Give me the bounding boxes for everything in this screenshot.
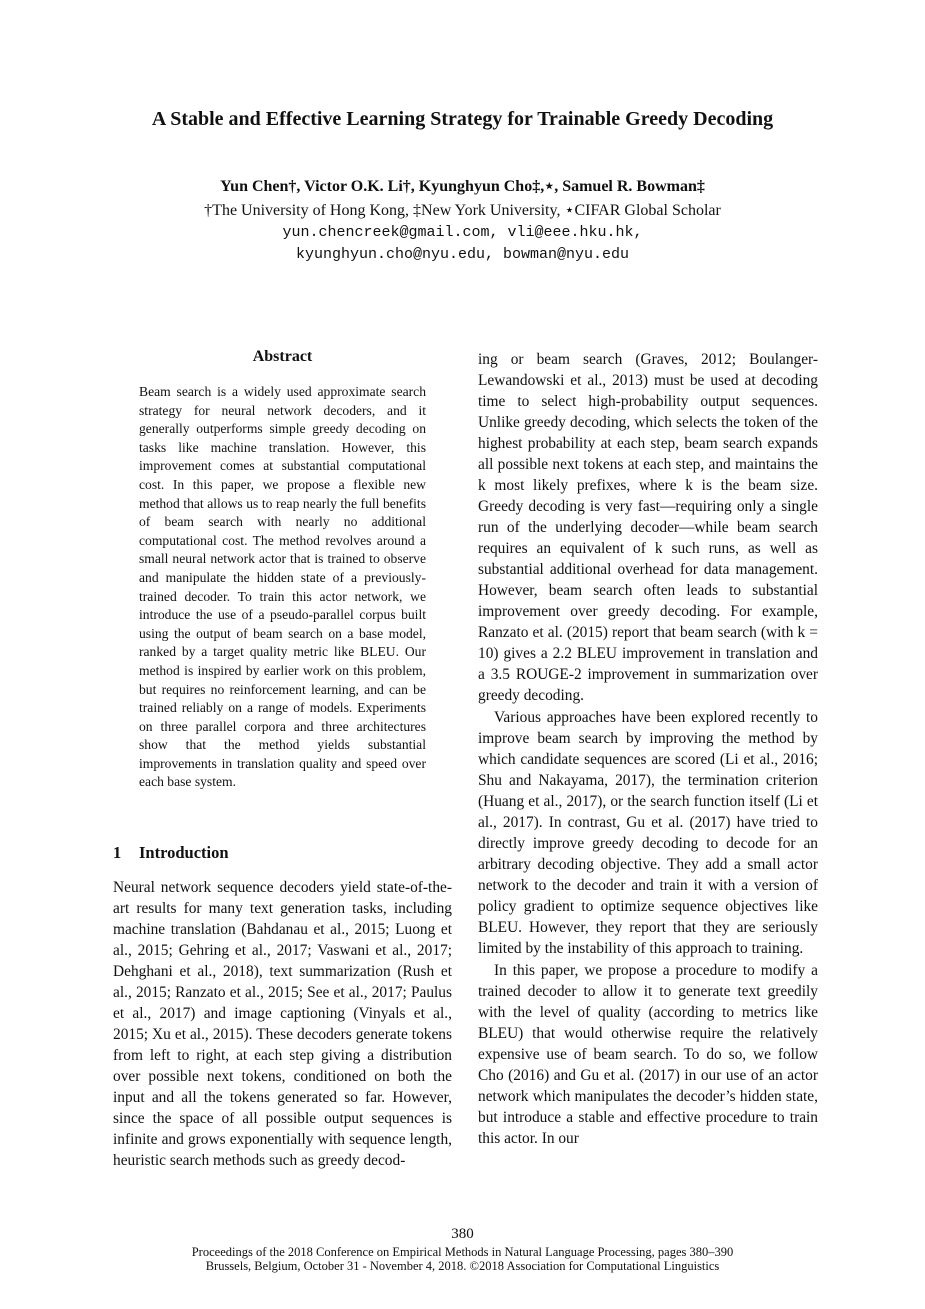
intro-left-column: [113, 877, 452, 1171]
email-line-2: kyunghyun.cho@nyu.edu, bowman@nyu.edu: [295, 246, 630, 263]
venue-line: Brussels, Belgium, October 31 - November 4, 2018. ©2018 Association for Computational Linguistics: [205, 1259, 720, 1273]
abstract-heading: Abstract: [252, 348, 313, 365]
paper-title: A Stable and Effective Learning Strategy for Trainable Greedy Decoding: [151, 108, 774, 130]
section-title: Introduction: [139, 843, 229, 862]
page-number: 380: [451, 1226, 474, 1242]
affiliations: †The University of Hong Kong, ‡New York University, ⋆CIFAR Global Scholar: [204, 202, 721, 219]
section-heading: [113, 843, 229, 863]
intro-paragraph: In this paper, we propose a procedure to modify a trained decoder to allow it to generate text greedily with the level of quality (according to metrics like BLEU) that would otherwise require the relatively expensive use of beam search. To do so, we follow Cho (2016) and Gu et al. (2017) in our use of an actor network which manipulates the decoder’s hidden state, but introduce a stable and effective procedure to train this actor. In our: [478, 962, 818, 1147]
intro-paragraph: Various approaches have been explored recently to improve beam search by improving the method by which candidate sequences are scored (Li et al., 2016; Shu and Nakayama, 2017), the termination criterion (Huang et al., 2017), or the search function itself (Li et al., 2017). In contrast, Gu et al. (2017) have tried to directly improve greedy decoding to decode for an arbitrary decoding objective. They add a small actor network to the decoder and train it with a version of policy gradient to optimize sequence objectives like BLEU. However, they report that they are seriously limited by the instability of this approach to training.: [478, 709, 818, 957]
intro-paragraph: Neural network sequence decoders yield state-of-the-art results for many text generation tasks, including machine translation (Bahdanau et al., 2015; Luong et al., 2015; Gehring et al., 2017; Vaswani et al., 2017; Dehghani et al., 2018), text summarization (Rush et al., 2015; Ranzato et al., 2015; See et al., 2017; Paulus et al., 2017) and image captioning (Vinyals et al., 2015; Xu et al., 2015). These decoders generate tokens from left to right, at each step giving a distribution over possible next tokens, conditioned on both the input and all the tokens generated so far. However, since the space of all possible output sequences is infinite and grows exponentially with sequence length, heuristic search methods such as greedy decod-: [113, 879, 452, 1169]
intro-paragraph: ing or beam search (Graves, 2012; Boulanger-Lewandowski et al., 2013) must be used at decoding time to select high-probability output sequences. Unlike greedy decoding, which selects the token of the highest probability at each step, beam search expands all possible next tokens at each step, and maintains the k most likely prefixes, where k is the beam size. Greedy decoding is very fast—requiring only a single run of the underlying decoder—while beam search requires an equivalent of k such runs, as well as substantial additional overhead for data management. However, beam search often leads to substantial improvement over greedy decoding. For example, Ranzato et al. (2015) report that beam search (with k = 10) gives a 2.2 BLEU improvement in translation and a 3.5 ROUGE-2 improvement in summarization over greedy decoding.: [478, 351, 818, 704]
abstract-text: Beam search is a widely used approximate search strategy for neural network decoders, and it generally outperforms simple greedy decoding on tasks like machine translation. However, this improvement comes at substantial computational cost. In this paper, we propose a flexible new method that allows us to reap nearly the full benefits of beam search with nearly no additional computational cost. The method revolves around a small neural network actor that is trained to observe and manipulate the hidden state of a previously-trained decoder. To train this actor network, we introduce the use of a pseudo-parallel corpus built using the output of beam search on a base model, ranked by a target quality metric like BLEU. Our method is inspired by earlier work on this problem, but requires no reinforcement learning, and can be trained reliably on a range of models. Experiments on three parallel corpora and three architectures show that the method yields substantial improvements in translation quality and speed over each base system.: [139, 384, 426, 790]
section-number: 1: [113, 843, 122, 862]
author-list: Yun Chen†, Victor O.K. Li†, Kyunghyun Cho‡,⋆, Samuel R. Bowman‡: [220, 178, 705, 195]
proceedings-line: Proceedings of the 2018 Conference on Empirical Methods in Natural Language Processing, pages 380–390: [191, 1245, 734, 1259]
email-line-1: yun.chencreek@gmail.com, vli@eee.hku.hk,: [282, 224, 643, 241]
intro-right-column: [478, 349, 818, 1149]
